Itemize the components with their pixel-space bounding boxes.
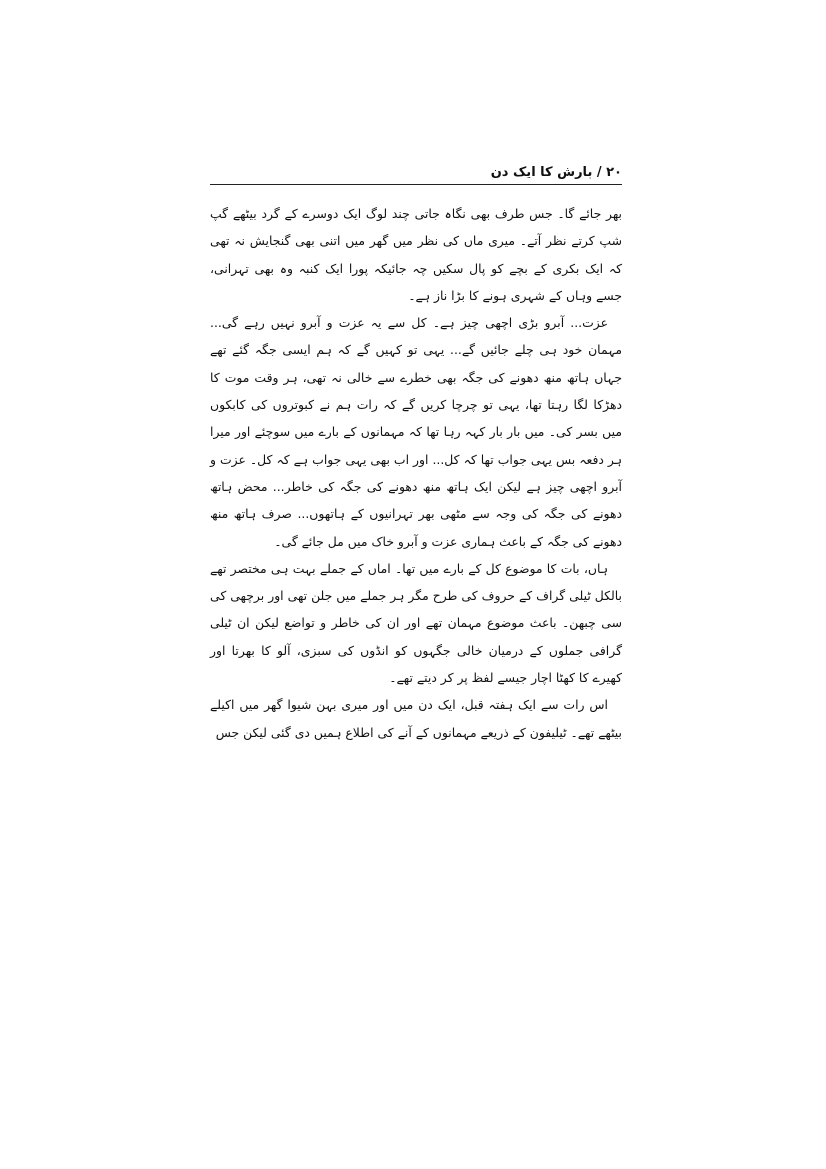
paragraph-continuation: بھر جائے گا۔ جس طرف بھی نگاہ جاتی چند لوگ ایک دوسرے کے گرد بیٹھے گپ شپ کرتے نظر آتے۔ میری ماں کی نظر میں گھر میں اتنی بھی گنجایش نہ تھی کہ ایک بکری کے بچے کو پال سکیں چہ جائیکہ پورا ایک کنبہ وہ بھی تہرانی، جسے وہاں کے شہری ہونے کا بڑا ناز ہے۔ (210, 206, 622, 303)
paragraph: اس رات سے ایک ہفتہ قبل، ایک دن میں اور میری بہن شیوا گھر میں اکیلے بیٹھے تھے۔ ٹیلیفون کے ذریعے مہمانوں کے آنے کی اطلاع ہمیں دی گئی لیکن جس (210, 697, 622, 740)
book-page (210, 160, 622, 860)
paragraph: ہاں، بات کا موضوع کل کے بارے میں تھا۔ اماں کے جملے بہت ہی مختصر تھے بالکل ٹیلی گراف کے حروف کی طرح مگر ہر جملے میں جلن تھی اور برچھی کی سی چبھن۔ باعث موضوع مہمان تھے اور ان کی خاطر و تواضع لیکن ان ٹیلی گرافی جملوں کے درمیان خالی جگہوں کو انڈوں کی سبزی، آلو کا بھرتا اور کھیرے کا کھٹا اچار جیسے لفظ پر کر دیتے تھے۔ (210, 560, 622, 686)
running-header: ۲۰ / بارش کا ایک دن (490, 165, 622, 180)
body-text (210, 200, 622, 746)
header-rule (210, 184, 622, 185)
paragraph: عزت... آبرو بڑی اچھی چیز ہے۔ کل سے یہ عزت و آبرو نہیں رہے گی... مہمان خود ہی چلے جائیں گے... یہی تو کہیں گے کہ ہم ایسی جگہ گئے تھے جہاں ہاتھ منھ دھونے کی جگہ بھی خطرے سے خالی نہ تھی، ہر وقت موت کا دھڑکا لگا رہتا تھا، یہی تو چرچا کریں گے کہ رات ہم نے کبوتروں کی کابکوں میں بسر کی۔ میں بار بار کہہ رہا تھا کہ مہمانوں کے بارے میں سوچئے اور میرا ہر دفعہ بس یہی جواب تھا کہ کل... اور اب بھی یہی جواب ہے کہ کل۔ عزت و آبرو اچھی چیز ہے لیکن ایک ہاتھ منھ دھونے کی جگہ کی خاطر... محض ہاتھ دھونے کی جگہ کی وجہ سے مٹھی بھر تہرانیوں کے ہاتھوں... صرف ہاتھ منھ دھونے کی جگہ کے باعث ہماری عزت و آبرو خاک میں مل جائے گی۔ (210, 315, 622, 549)
